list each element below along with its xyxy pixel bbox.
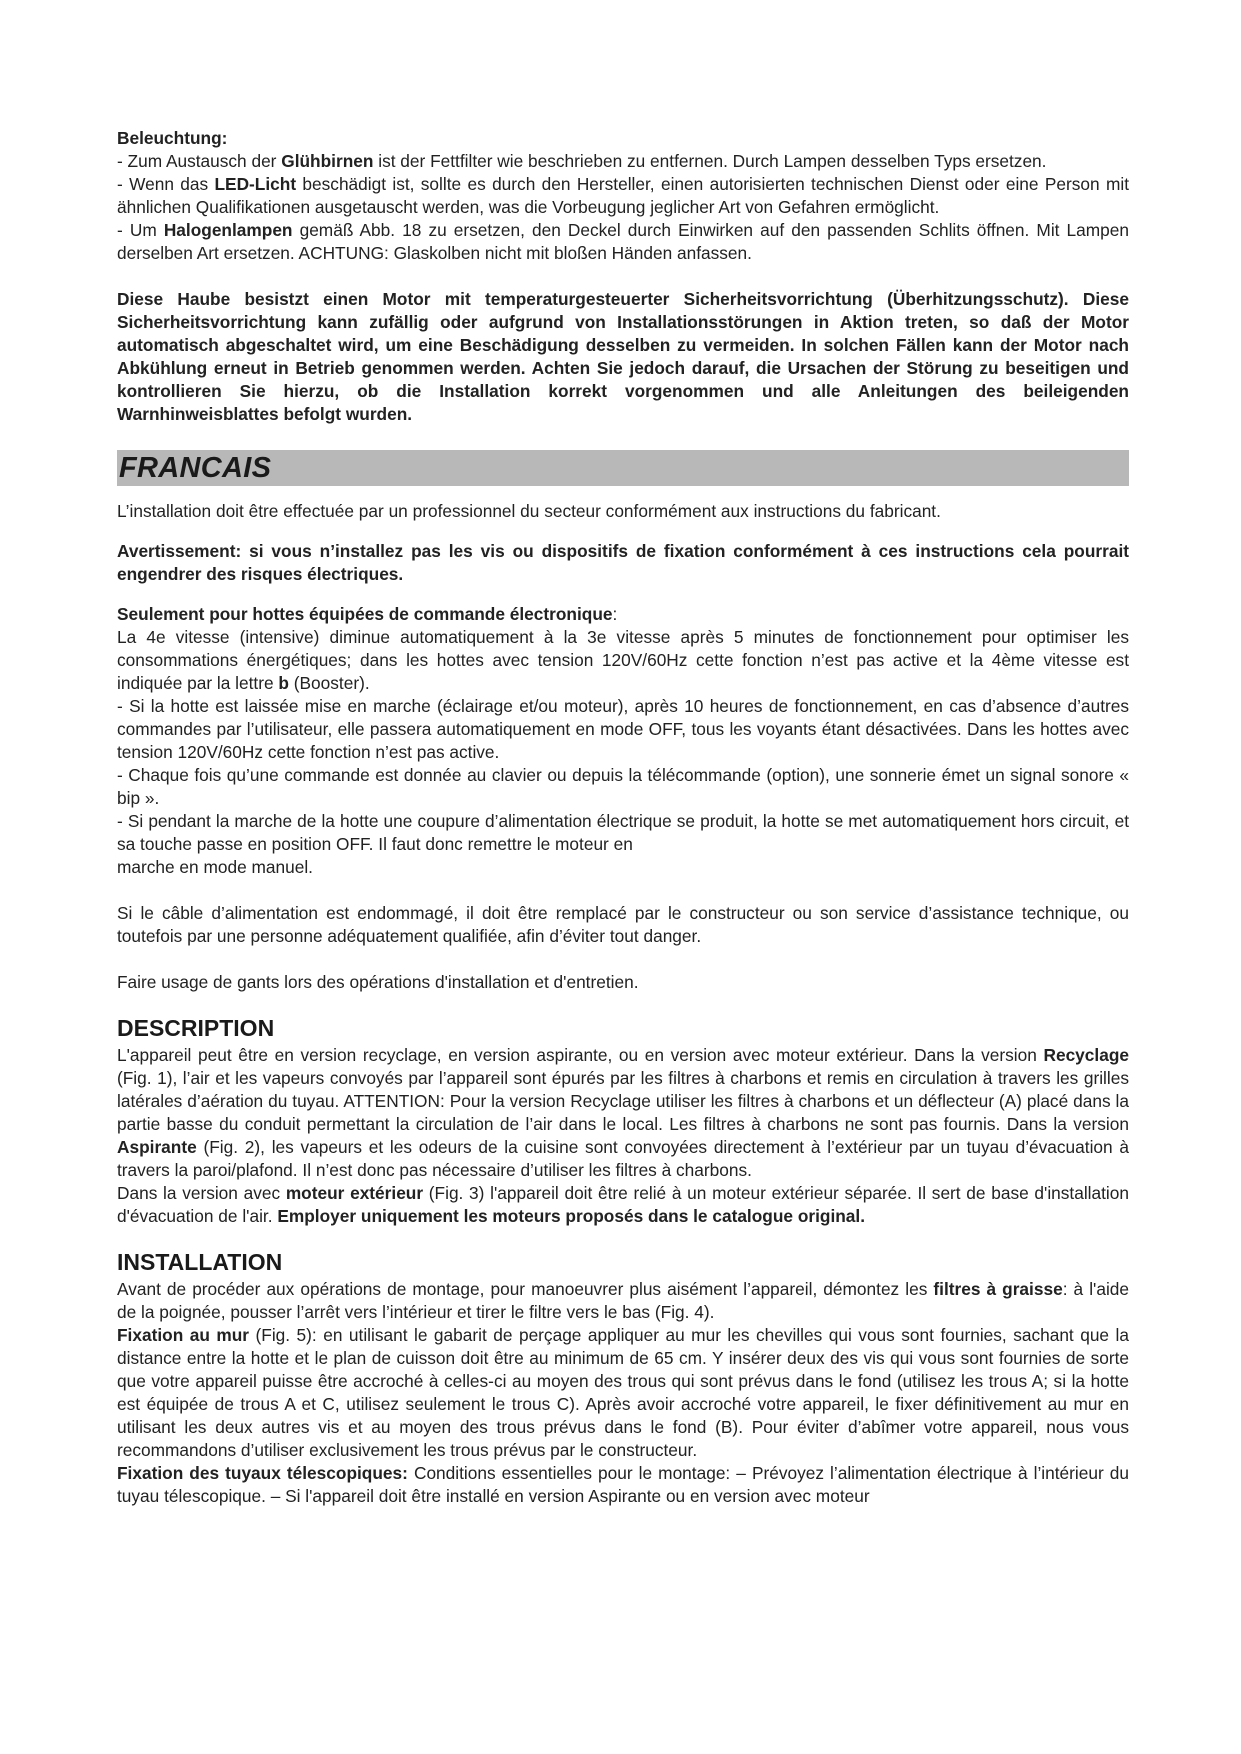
power-cable-paragraph: Si le câble d’alimentation est endommagé, il doit être remplacé par le constructeur ou son service d’assistance technique, ou toutefois par une personne adéquatement qualifiée, afin d’éviter tout danger. (117, 903, 1129, 946)
bold-term: LED-Licht (214, 174, 297, 194)
electronic-control-title: Seulement pour hottes équipées de commande électronique: (117, 604, 618, 624)
installation-heading: INSTALLATION (117, 1249, 283, 1275)
electronic-power-cut-paragraph: - Si pendant la marche de la hotte une coupure d’alimentation électrique se produit, la hotte se met automatiquement hors circuit, et sa touche passe en position OFF. Il faut donc remettre le moteur en (117, 811, 1129, 854)
lighting-bulbs-paragraph: - Zum Austausch der Glühbirnen ist der Fettfilter wie beschrieben zu entfernen. Durch Lampen desselben Typs ersetzen. (117, 151, 1047, 171)
bold-term: Fixation des tuyaux télescopiques: (117, 1463, 408, 1483)
lighting-halogen-paragraph: - Um Halogenlampen gemäß Abb. 18 zu ersetzen, den Deckel durch Einwirken auf den passenden Schlits öffnen. Mit Lampen derselben Art ersetzen. ACHTUNG: Glaskolben nicht mit bloßen Händen anfassen. (117, 220, 1130, 263)
lighting-led-paragraph: - Wenn das LED-Licht beschädigt ist, sollte es durch den Hersteller, einen autorisierten technischen Dienst oder eine Person mit ähnlichen Qualifikationen ausgetauscht werden, was die Vorbeugung jeglicher Art von Gefahren ermöglicht. (117, 174, 1129, 217)
electronic-speed-paragraph: La 4e vitesse (intensive) diminue automatiquement à la 3e vitesse après 5 minutes de fonctionnement pour optimiser les consommations énergétiques; dans les hottes avec tension 120V/60Hz cette fonction n’est pas active et la 4ème vitesse est indiquée par la lettre b (Booster). (117, 627, 1129, 693)
bold-term: Glühbirnen (281, 151, 374, 171)
bold-term: Aspirante (117, 1137, 197, 1157)
lighting-title: Beleuchtung: (117, 128, 228, 148)
description-external-motor-paragraph: Dans la version avec moteur extérieur (Fig. 3) l'appareil doit être relié à un moteur extérieur séparée. Il sert de base d'installation d'évacuation de l'air. Employer uniquement les moteurs proposés dans le catalogue original. (117, 1183, 1129, 1226)
bold-term: Fixation au mur (117, 1325, 250, 1345)
description-heading: DESCRIPTION (117, 1015, 275, 1041)
electronic-beep-paragraph: - Chaque fois qu’une commande est donnée au clavier ou depuis la télécommande (option), une sonnerie émet un signal sonore « bip ». (117, 765, 1129, 808)
bold-term: Employer uniquement les moteurs proposés dans le catalogue original. (277, 1206, 866, 1226)
bold-term: filtres à graisse (933, 1279, 1063, 1299)
description-versions-paragraph: L'appareil peut être en version recyclage, en version aspirante, ou en version avec moteur extérieur. Dans la version Recyclage (Fig. 1), l’air et les vapeurs convoyés par l’appareil sont épurés par les filtres à charbons et remis en circulation à travers les grilles latérales d’aération du tuyau. ATTENTION: Pour la version Recyclage utiliser les filtres à charbons et un déflecteur (A) placé dans la partie basse du conduit permettant la circulation de l’air dans le local. Les filtres à charbons ne sont pas fournis. Dans la version Aspirante (Fig. 2), les vapeurs et les odeurs de la cuisine sont convoyées directement à l’extérieur par un tuyau d’évacuation à travers la paroi/plafond. Il n’est donc pas nécessaire d’utiliser les filtres à charbons. (117, 1045, 1129, 1180)
electronic-auto-off-paragraph: - Si la hotte est laissée mise en marche (éclairage et/ou moteur), après 10 heures de fonctionnement, en cas d’absence d’autres commandes par l’utilisateur, elle passera automatiquement en mode OFF, tous les voyants étant désactivées. Dans les hottes avec tension 120V/60Hz cette fonction n’est pas active. (117, 696, 1129, 762)
installation-intro: L’installation doit être effectuée par un professionnel du secteur conformément aux instructions du fabricant. (117, 501, 941, 521)
bold-term: moteur extérieur (285, 1183, 424, 1203)
fixing-warning: Avertissement: si vous n’installez pas les vis ou dispositifs de fixation conformément à ces instructions cela pourrait engendrer des risques électriques. (117, 541, 1129, 584)
electronic-manual-mode-line: marche en mode manuel. (117, 857, 313, 877)
installation-wall-fixing-paragraph: Fixation au mur (Fig. 5): en utilisant le gabarit de perçage appliquer au mur les chevilles qui vous sont fournies, sachant que la distance entre la hotte et le plan de cuisson doit être au minimum de 65 cm. Y insérer deux des vis qui vous sont fournies de sorte que votre appareil puisse être accroché à celles-ci au moyen des trous qui sont prévus dans le fond (utilisez les trous A; si la hotte est équipée de trous A et C, utilisez seulement le trous C). Après avoir accroché votre appareil, le fixer définitivement au mur en utilisant les deux autres vis et au moyen des trous prévus dans le fond (B). Pour éviter d’abîmer votre appareil, nous vous recommandons d’utiliser exclusivement les trous prévus par le constructeur. (117, 1325, 1129, 1460)
manual-page (117, 127, 1129, 1508)
bold-term: b (278, 673, 289, 693)
gloves-paragraph: Faire usage de gants lors des opérations d'installation et d'entretien. (117, 972, 639, 992)
installation-grease-filters-paragraph: Avant de procéder aux opérations de montage, pour manoeuvrer plus aisément l’appareil, démontez les filtres à graisse: à l'aide de la poignée, pousser l’arrêt vers l’intérieur et tirer le filtre vers le bas (Fig. 4). (117, 1279, 1130, 1322)
bold-term: Recyclage (1043, 1045, 1129, 1065)
installation-telescopic-paragraph: Fixation des tuyaux télescopiques: Conditions essentielles pour le montage: – Prévoyez l’alimentation électrique à l’intérieur du tuyau télescopique. – Si l'appareil doit être installé en version Aspirante ou en version avec moteur (117, 1463, 1129, 1506)
motor-safety-warning: Diese Haube besistzt einen Motor mit temperaturgesteuerter Sicherheitsvorrichtung (Überhitzungsschutz). Diese Sicherheitsvorrichtung kann zufällig oder aufgrund von Installationsstörungen in Aktion treten, so daß der Motor automatisch abgeschaltet wird, um eine Beschädigung desselben zu vermeiden. In solchen Fällen kann der Motor nach Abkühlung erneut in Betrieb genommen werden. Achten Sie jedoch darauf, die Ursachen der Störung zu beseitigen und kontrollieren Sie hierzu, ob die Installation korrekt vorgenommen und alle Anleitungen des beileigenden Warnhinweisblattes befolgt wurden. (117, 289, 1129, 424)
language-section-bar (117, 450, 1129, 486)
language-title: FRANCAIS (119, 451, 272, 484)
bold-term: Halogenlampen (163, 220, 293, 240)
